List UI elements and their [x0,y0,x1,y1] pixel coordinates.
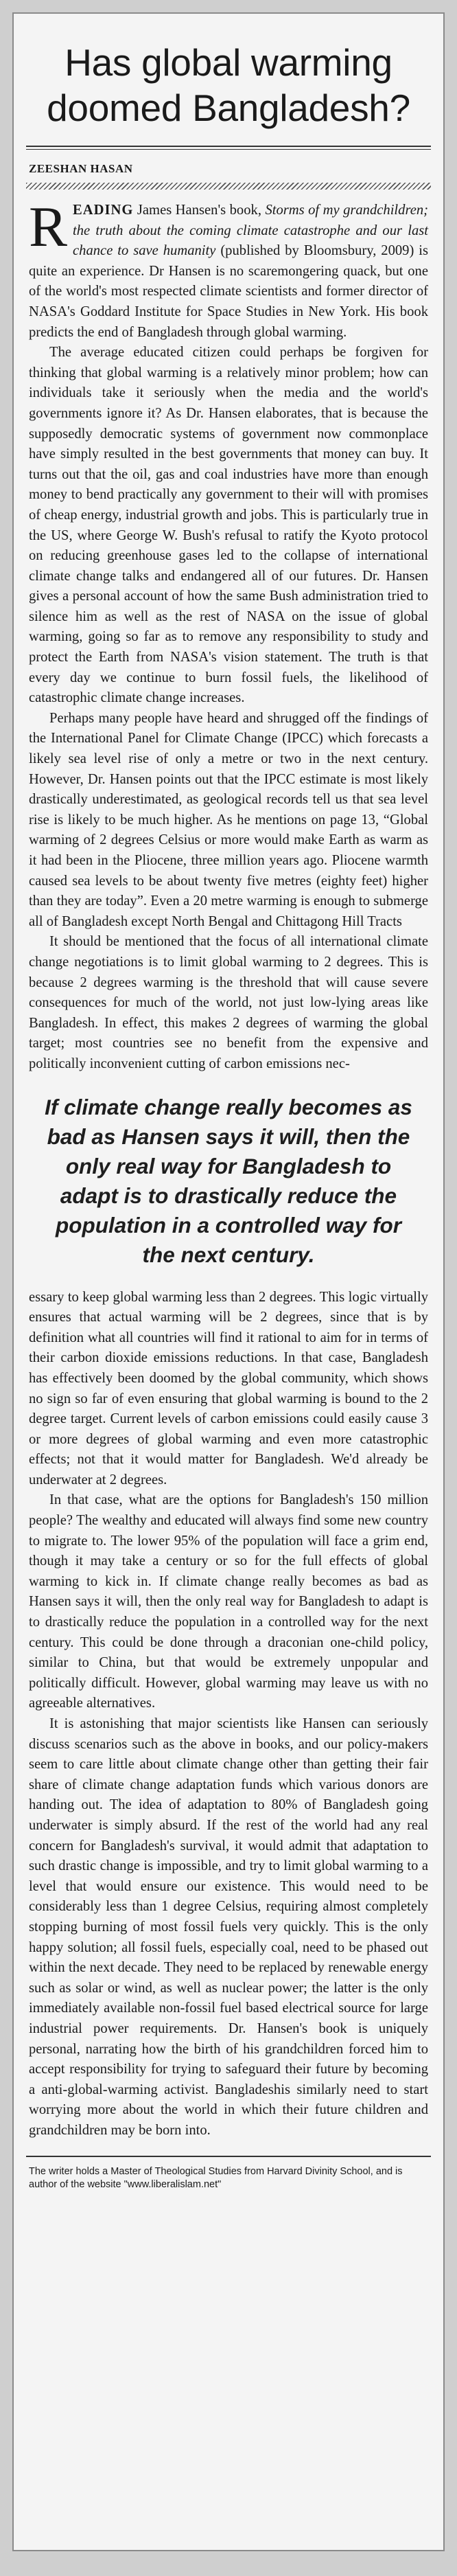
author-footnote: The writer holds a Master of Theological Studies from Harvard Divinity School, and is author of the website "www.liberalislam.net" [29,2166,403,2191]
article-body [29,195,428,2141]
body-paragraph: Perhaps many people have heard and shrugged off the findings of the International Panel for Climate Change (IPCC) which forecasts a likely sea level rise of only a metre or two in the next century. However, Dr. Hansen points out that the IPCC estimate is most likely drastically underestimated, as geological records tell us that sea level rise is likely to be much higher. As he mentions on page 13, “Global warming of 2 degrees Celsius or more would make Earth as warm as it had been in the Pliocene, three million years ago. Pliocene warmth caused sea levels to be about twenty five metres (eighty feet) higher than they are today”. Even a 20 metre warming is enough to submerge all of Bangladesh except North Bengal and Chittagong Hill Tracts [29,710,428,929]
drop-cap: R [29,195,68,259]
lead-author-text: James Hansen's book, [137,203,266,218]
book-title: Storms of my grandchildren; the truth about the coming climate catastrophe and our last chance to save humanity [73,203,428,259]
lead-after-title: (published by Bloomsbury, 2009) is quite an experience. Dr Hansen is no scaremongering quack, but one of the world's most respected climate scientists and former director of NASA's Goddard Institute for Space Studies in New York. His book predicts the end of Bangladesh through global warming. [29,243,428,340]
body-paragraph: It should be mentioned that the focus of all international climate change negotiations is to limit global warming to 2 degrees. This is because 2 degrees warming is the threshold that will cause severe consequences for much of the world, not just low-lying areas like Bangladesh. In effect, this makes 2 degrees of warming the global target; most countries see no benefit from the expensive and politically inconvenient cutting of carbon emissions nec- [29,934,428,1071]
headline-line-2: doomed Bangladesh? [47,87,410,129]
continuation-paragraph: essary to keep global warming less than 2 degrees. This logic virtually ensures that actual warming will be 2 degrees, since that is by definition what all countries will find it rational to aim for in terms of their carbon dioxide emissions reductions. In that case, Bangladesh has effectively been doomed by the global community, which shows no sign so far of even ensuring that global warming is bound to the 2 degree target. Current levels of carbon emissions could easily cause 3 or more degrees of global warming and even more catastrophic effects; not that it would matter for Bangladesh. We'd already be underwater at 2 degrees. [29,1289,428,1488]
footnote-rule [26,2156,431,2157]
byline-hatch-divider [26,183,431,190]
byline: ZEESHAN HASAN [29,162,133,175]
body-paragraph: It is astonishing that major scientists like Hansen can seriously discuss scenarios such as the above in books, and our policy-makers seem to care little about climate change other than getting their fair share of climate change adaptation funds which various donors are handing out. The idea of adaptation to 80% of Bangladesh going underwater is simply absurd. If the rest of the world had any real concern for Bangladesh's survival, it would admit that adaptation to such drastic change is impossible, and try to limit global warming to a level that would ensure our existence. This would need to be considerably less than 1 degree Celsius, requiring almost completely stopping burning of most fossil fuels very quickly. This is the only happy solution; all fossil fuels, especially coal, need to be phased out within the next decade. They need to be replaced by renewable energy such as solar or wind, as well as nuclear power; the latter is the only immediately available non-fossil fuel based electrical source for large industrial power requirements. Dr. Hansen's book is uniquely personal, narrating how the birth of his grandchildren forced him to accept responsibility for trying to safeguard their future by becoming a anti-global-warming activist. Bangladeshis similarly need to start worrying more about the world in which their future children and grandchildren may be born into. [29,1716,428,2138]
article-page [12,12,445,2551]
headline-line-1: Has global warming [65,41,392,84]
pull-quote: If climate change really becomes as bad as Hansen says it will, then the only real way for Bangladesh to adapt is to drastically reduce the population in a controlled way for the next century. [45,1094,412,1267]
lead-paragraph [29,195,428,343]
body-paragraph: The average educated citizen could perhaps be forgiven for thinking that global warming is a relatively minor problem; how can individuals take it seriously when the media and the world's governments ignore it? As Dr. Hansen elaborates, that is because the supposedly democratic systems of government now commonplace have simply resulted in the best governments that money can buy. It turns out that the oil, gas and coal industries have more than enough money to bend practically any government to their will with promises of cheap energy, industrial growth and jobs. This is particularly true in the US, where George W. Bush's refusal to ratify the Kyoto protocol on reducing greenhouse gases led to the collapse of international climate change talks and endangered all of our futures. Dr. Hansen gives a personal account of how the same Bush administration tried to silence him as well as the rest of NASA on the issue of global warming, going so far as to remove any responsibility to study and protect the Earth from NASA's vision statement. The truth is that every day we continue to burn fossil fuels, the likelihood of catastrophic climate change increases. [29,345,428,706]
headline-rule [26,146,431,150]
lead-cap-word: EADING [73,203,134,218]
headline [29,40,428,130]
body-paragraph: In that case, what are the options for Bangladesh's 150 million people? The wealthy and educated will always find some new country to migrate to. The lower 95% of the population will face a grim end, though it may take a century or so for the full effects of global warming to kick in. If climate change really becomes as bad as Hansen says it will, then the only real way for Bangladesh to adapt is to drastically reduce the population in a controlled way for the next century. This could be done through a draconian one-child policy, similar to China, but that would be extremely unpopular and politically difficult. However, global warming may leave us with no agreeable alternatives. [29,1492,428,1711]
